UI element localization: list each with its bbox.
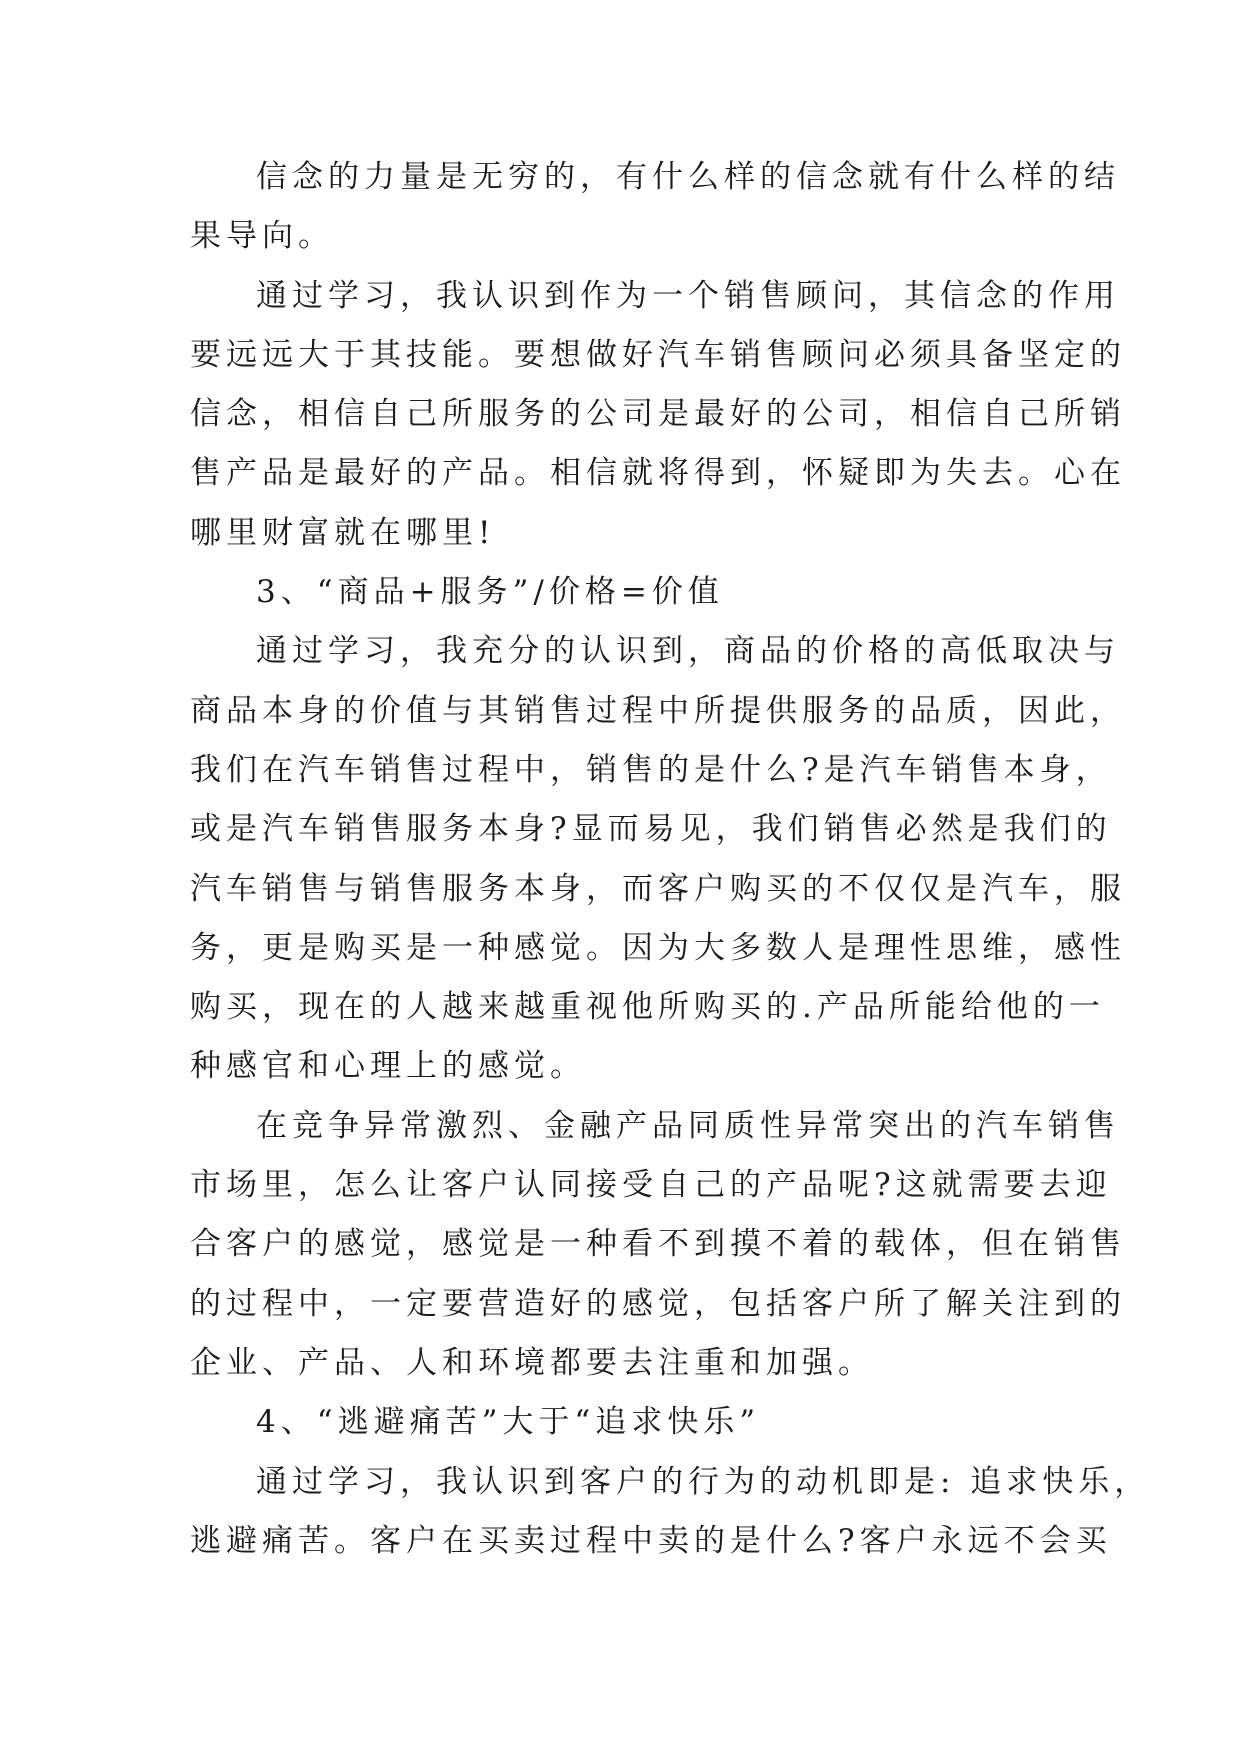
paragraph-line: 要远远大于其技能。要想做好汽车销售顾问必须具备坚定的: [190, 336, 1126, 373]
paragraph-line: 种感官和心理上的感觉。: [190, 1048, 586, 1085]
paragraph-line: 务，更是购买是一种感觉。因为大多数人是理性思维，感性: [190, 929, 1126, 966]
document-body: [190, 148, 1151, 1571]
paragraph-line: 或是汽车销售服务本身?显而易见，我们销售必然是我们的: [190, 811, 1112, 848]
paragraph-line: 我们在汽车销售过程中，销售的是什么?是汽车销售本身，: [190, 751, 1112, 788]
paragraph-line: 逃避痛苦。客户在买卖过程中卖的是什么?客户永远不会买: [190, 1522, 1112, 1559]
paragraph-line: 售产品是最好的产品。相信就将得到，怀疑即为失去。心在: [190, 455, 1126, 492]
paragraph-line: 通过学习，我认识到作为一个销售顾问，其信念的作用: [256, 277, 1120, 314]
paragraph-line: 信念的力量是无穷的，有什么样的信念就有什么样的结: [256, 159, 1120, 195]
paragraph-line: 果导向。: [190, 218, 334, 255]
paragraph-line: 汽车销售与销售服务本身，而客户购买的不仅仅是汽车，服: [190, 870, 1126, 907]
paragraph-line: 商品本身的价值与其销售过程中所提供服务的品质，因此，: [190, 692, 1126, 729]
paragraph-line: 在竞争异常激烈、金融产品同质性异常突出的汽车销售: [256, 1107, 1120, 1144]
paragraph-line: 信念，相信自己所服务的公司是最好的公司，相信自己所销: [190, 396, 1126, 433]
paragraph-line: 通过学习，我认识到客户的行为的动机即是: 追求快乐，: [256, 1463, 1151, 1500]
paragraph-line: 购买，现在的人越来越重视他所购买的.产品所能给他的一: [190, 989, 1105, 1026]
section-heading: 3、“商品+服务”/价格=价值: [256, 574, 724, 611]
paragraph-line: 企业、产品、人和环境都要去注重和加强。: [190, 1344, 874, 1381]
paragraph-line: 的过程中，一定要营造好的感觉，包括客户所了解关注到的: [190, 1285, 1126, 1322]
paragraph-line: 哪里财富就在哪里!: [190, 514, 496, 551]
paragraph-line: 通过学习，我充分的认识到，商品的价格的高低取决与: [256, 633, 1120, 670]
section-heading: 4、“逃避痛苦”大于“追求快乐”: [256, 1404, 761, 1441]
paragraph-line: 市场里，怎么让客户认同接受自己的产品呢?这就需要去迎: [190, 1167, 1112, 1204]
paragraph-line: 合客户的感觉，感觉是一种看不到摸不着的载体，但在销售: [190, 1226, 1126, 1263]
